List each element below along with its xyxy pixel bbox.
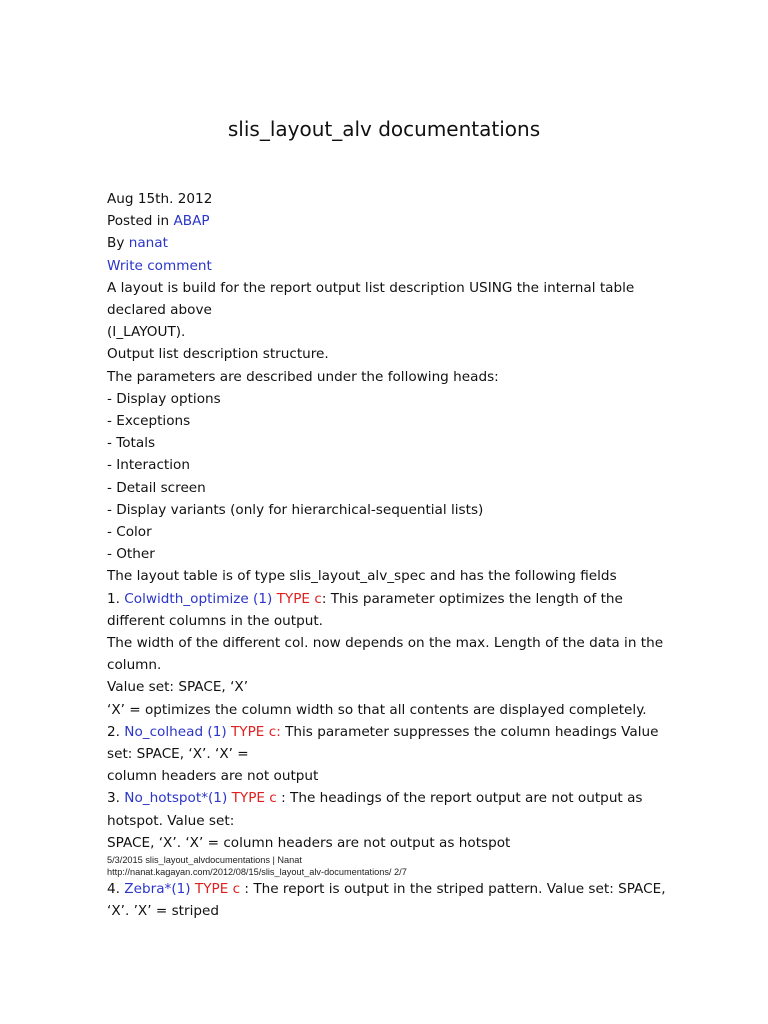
intro-line: (I_LAYOUT). xyxy=(107,324,186,341)
field-item-line: Value set: SPACE, ‘X’ xyxy=(107,679,249,696)
intro-line: The parameters are described under the following heads: xyxy=(107,368,499,385)
field-item-line: column headers are not output xyxy=(107,768,319,785)
field-name: Zebra*(1) xyxy=(124,881,191,898)
intro-line: The layout table is of type slis_layout_alv_spec and has the following fields xyxy=(107,568,617,585)
item-number: 3. xyxy=(107,790,125,807)
print-footer-date-title: 5/3/2015 slis_layout_alvdocumentations | Nanat xyxy=(107,855,302,866)
write-comment-link[interactable]: Write comment xyxy=(107,257,212,274)
intro-line: - Detail screen xyxy=(107,479,206,496)
post-date: Aug 15th. 2012 xyxy=(107,191,213,207)
article-body xyxy=(107,188,667,923)
item-number: 1. xyxy=(107,590,125,607)
field-item-heading xyxy=(107,588,667,610)
intro-line: - Exceptions xyxy=(107,413,191,430)
field-item-heading xyxy=(107,878,667,900)
intro-line: - Other xyxy=(107,546,155,563)
field-name: No_colhead (1) xyxy=(124,723,227,740)
field-item-line: ‘X’ = optimizes the column width so that all contents are displayed completely. xyxy=(107,701,647,718)
category-link[interactable]: ABAP xyxy=(173,213,210,230)
field-description: : This parameter optimizes the length of the xyxy=(321,590,623,607)
intro-line: - Color xyxy=(107,524,152,541)
field-name: No_hotspot*(1) xyxy=(124,790,228,807)
field-item-heading xyxy=(107,721,667,743)
field-item-line: set: SPACE, ‘X’. ‘X’ = xyxy=(107,746,249,763)
posted-in-line xyxy=(107,210,667,232)
field-item-line: column. xyxy=(107,657,162,674)
field-name: Colwidth_optimize (1) xyxy=(124,590,273,607)
intro-line: - Display options xyxy=(107,390,221,407)
field-description: This parameter suppresses the column headings Value xyxy=(280,723,659,740)
field-item-line: The width of the different col. now depends on the max. Length of the data in the xyxy=(107,635,664,652)
intro-line: declared above xyxy=(107,302,212,319)
intro-line: Output list description structure. xyxy=(107,346,329,363)
by-label: By xyxy=(107,235,129,252)
field-type: TYPE c xyxy=(231,790,277,807)
page-title: slis_layout_alv documentations xyxy=(227,117,541,141)
field-description: : The headings of the report output are not output as xyxy=(276,790,643,807)
field-type: TYPE c xyxy=(194,881,241,898)
field-type: TYPE c xyxy=(276,590,322,607)
field-type: TYPE c: xyxy=(231,723,281,740)
field-description: : The report is output in the striped pattern. Value set: SPACE, xyxy=(240,881,666,898)
intro-line: A layout is build for the report output list description USING the internal table xyxy=(107,279,635,296)
intro-line: - Totals xyxy=(107,435,156,452)
field-item-line: different columns in the output. xyxy=(107,612,323,629)
item-number: 4. xyxy=(107,881,125,898)
item-number: 2. xyxy=(107,723,125,740)
intro-line: - Display variants (only for hierarchical-sequential lists) xyxy=(107,501,484,518)
field-item-line: ‘X’. ’X’ = striped xyxy=(107,903,219,920)
author-line xyxy=(107,232,667,254)
print-footer-url: http://nanat.kagayan.com/2012/08/15/slis_layout_alv-documentations/ 2/7 xyxy=(107,867,407,878)
field-item-line: hotspot. Value set: xyxy=(107,812,235,829)
author-link[interactable]: nanat xyxy=(128,235,168,252)
intro-line: - Interaction xyxy=(107,457,190,474)
field-item-line: SPACE, ‘X’. ‘X’ = column headers are not output as hotspot xyxy=(107,834,511,851)
posted-in-label: Posted in xyxy=(107,213,174,230)
field-item-heading xyxy=(107,787,667,809)
